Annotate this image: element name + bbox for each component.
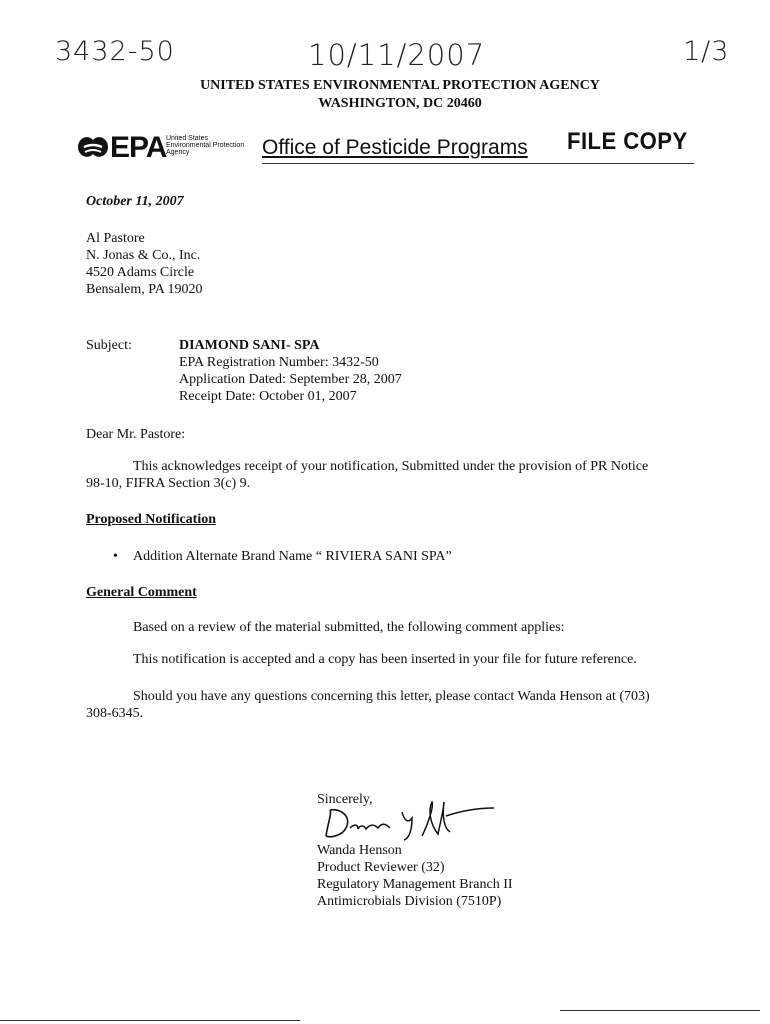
subject-line: Receipt Date: October 01, 2007 (179, 389, 357, 404)
contact-line-1: Should you have any questions concerning this letter, please contact Wanda Henson at (703) (133, 689, 650, 704)
logo-sub-line: United States (166, 135, 209, 142)
address-line: Al Pastore (86, 231, 145, 246)
comment-line-1: Based on a review of the material submitted, the following comment applies: (133, 620, 565, 635)
file-copy-stamp: FILE COPY (567, 128, 688, 155)
subject-block (179, 337, 402, 405)
agency-address: WASHINGTON, DC 20460 (318, 96, 482, 111)
comment-line-2: This notification is accepted and a copy has been inserted in your file for future reference. (133, 652, 637, 667)
agency-name: UNITED STATES ENVIRONMENTAL PROTECTION AGENCY (200, 78, 600, 93)
epa-flower-icon (74, 132, 112, 162)
proposed-notification-heading: Proposed Notification (86, 512, 217, 527)
signatory-title: Product Reviewer (32) (317, 860, 445, 875)
subject-line: EPA Registration Number: 3432-50 (179, 355, 379, 370)
recipient-address (86, 230, 203, 298)
scan-edge-line (560, 1010, 760, 1011)
subject-line: Application Dated: September 28, 2007 (179, 372, 402, 387)
salutation: Dear Mr. Pastore: (86, 427, 186, 442)
intro-line-1: This acknowledges receipt of your notification, Submitted under the provision of PR Notice (133, 459, 649, 474)
product-name: DIAMOND SANI- SPA (179, 338, 320, 353)
handwritten-date: 10/11/2007 (308, 38, 486, 72)
epa-logo-text: EPA (110, 131, 167, 164)
address-line: N. Jonas & Co., Inc. (86, 248, 201, 263)
address-line: 4520 Adams Circle (86, 265, 195, 280)
intro-line-2: 98-10, FIFRA Section 3(c) 9. (86, 476, 251, 491)
general-comment-heading: General Comment (86, 585, 197, 600)
subject-label: Subject: (86, 338, 132, 353)
epa-logo-subtitle (166, 135, 258, 156)
contact-line-2: 308-6345. (86, 706, 144, 721)
handwritten-signature (318, 794, 498, 846)
scan-edge-line (0, 1020, 300, 1021)
handwritten-reg-number: 3432-50 (55, 36, 175, 67)
address-line: Bensalem, PA 19020 (86, 282, 203, 297)
letter-date: October 11, 2007 (86, 194, 184, 209)
header-rule (262, 163, 694, 164)
signatory-name: Wanda Henson (317, 843, 402, 858)
signatory-block (317, 842, 513, 910)
bullet-item: Addition Alternate Brand Name “ RIVIERA SANI SPA” (133, 549, 452, 564)
signatory-division: Antimicrobials Division (7510P) (317, 894, 502, 909)
handwritten-page-number: 1/3 (683, 36, 730, 67)
logo-sub-line: Agency (166, 149, 190, 156)
closing: Sincerely, (317, 792, 373, 807)
signatory-branch: Regulatory Management Branch II (317, 877, 513, 892)
logo-sub-line: Environmental Protection (166, 142, 245, 149)
office-title: Office of Pesticide Programs (262, 136, 528, 159)
bullet-dot: • (113, 549, 118, 564)
